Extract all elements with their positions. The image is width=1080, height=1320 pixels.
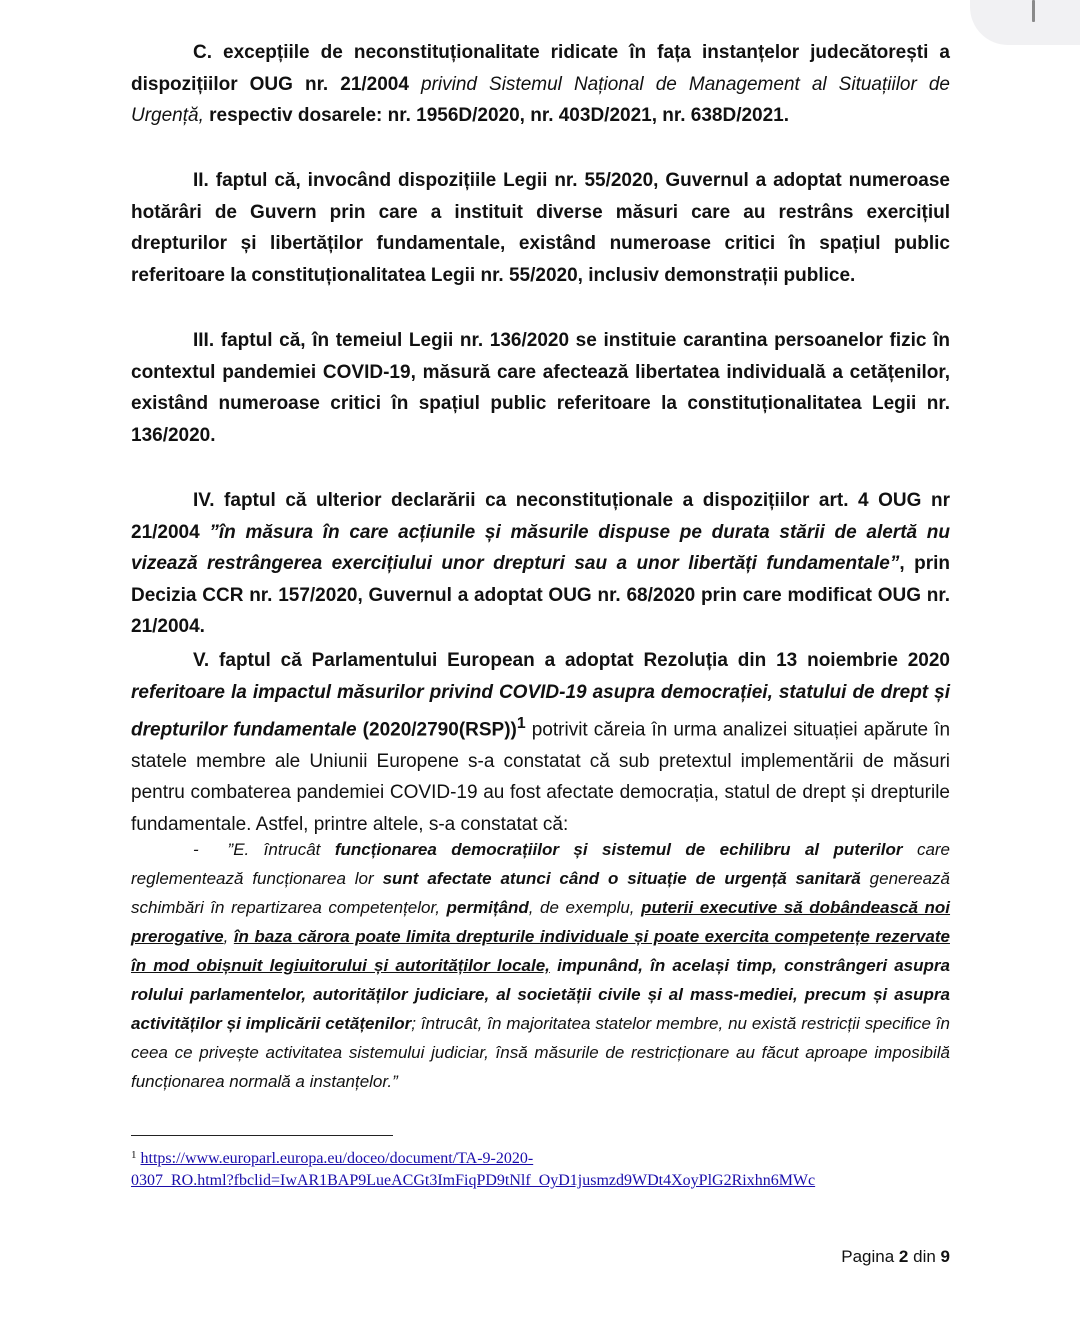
- paragraph-iv-tail: , prin Decizia CCR nr. 157/2020, Guvernul a adoptat OUG nr. 68/2020 prin care modificat OUG nr. 21/2004.: [131, 553, 950, 637]
- paragraph-ii: [131, 165, 950, 291]
- quote-dash: -: [193, 840, 199, 859]
- viewer-corner-tab[interactable]: [970, 0, 1080, 45]
- footnote-link-cont[interactable]: 0307_RO.html?fbclid=IwAR1BAP9LueACGt3ImFiqPD9tNlf_OyD1jusmzd9WDt4XoyPlG2Rixhn6MWc: [131, 1172, 816, 1189]
- scroll-handle[interactable]: [1032, 0, 1035, 22]
- paragraph-c-tail: respectiv dosarele: nr. 1956D/2020, nr. 403D/2021, nr. 638D/2021.: [209, 105, 790, 126]
- page-total: 9: [940, 1247, 950, 1266]
- paragraph-v-italic: referitoare la impactul măsurilor privind COVID-19 asupra democrației, statului de drept și drepturilor fundamentale: [131, 681, 950, 741]
- paragraph-iv-italic: ”în măsura în care acțiunile și măsurile dispuse pe durata stării de alertă nu vizează restrângerea exercițiului unor drepturi sau a unor libertăți fundamentale”: [131, 521, 950, 574]
- paragraph-v-lead: V. faptul că Parlamentului European a adoptat Rezoluția din 13 noiembrie 2020: [193, 650, 950, 671]
- page-middle: din: [913, 1247, 936, 1266]
- quote-bold: funcționarea democrațiilor și sistemul de echilibru al puterilor: [334, 840, 903, 859]
- quote-bold: permițând: [446, 898, 529, 917]
- paragraph-v-tail: potrivit căreia în urma analizei situației apărute în statele membre ale Uniunii Europene s-a constatat că sub pretextul implementării de măsuri pentru combaterea pandemiei COVID-19 au fost afectate democrația, statul de drept și drepturile fundamentale. Astfel, printre altele, s-a constatat că:: [131, 719, 951, 835]
- quote-underlined: în baza cărora poate limita drepturile individuale și poate exercita competențe rezervate în mod obișnuit legiuitorului și autorităților locale,: [131, 927, 950, 975]
- quote-bold: impunând, în același timp, constrângeri asupra rolului parlamentelor, autorităților judiciare, al societății civile și al mass-mediei, precum și asupra activităților și implicării cetățenilor: [131, 956, 950, 1033]
- paragraph-iii-text: III. faptul că, în temeiul Legii nr. 136/2020 se instituie carantina persoanelor fizic în contextul pandemiei COVID-19, măsură care afectează libertatea individuală a cetățenilor, existând numeroase critici în spațiul public referitoare la constituționalitatea Legii nr. 136/2020.: [131, 330, 950, 446]
- paragraph-iii: [131, 325, 950, 451]
- footnote: [131, 1148, 931, 1192]
- page-current: 2: [898, 1247, 909, 1266]
- quote-text: , de exemplu,: [528, 898, 635, 917]
- footnote-separator: [131, 1135, 393, 1136]
- paragraph-v: [131, 645, 950, 840]
- quote-underlined: puterii executive să dobândească noi prerogative: [131, 898, 951, 946]
- paragraph-c-lead: C. excepțiile de neconstituționalitate ridicate în fața instanțelor judecătorești a dispozițiilor OUG nr. 21/2004: [131, 42, 950, 95]
- paragraph-c-italic: privind Sistemul Național de Management al Situațiilor de Urgență,: [131, 73, 951, 126]
- footnote-marker[interactable]: 1: [516, 715, 526, 732]
- quote-text: care reglementează funcționarea lor: [131, 840, 951, 888]
- page-number: [841, 1247, 950, 1267]
- quoted-resolution: [131, 835, 950, 1096]
- paragraph-iv-lead: IV. faptul că ulterior declarării ca neconstituționale a dispozițiilor art. 4 OUG nr 21/2004: [131, 490, 950, 543]
- quote-text: ,: [223, 927, 229, 946]
- paragraph-v-ref: (2020/2790(RSP)): [362, 719, 517, 741]
- quote-bold: sunt afectate atunci când o situație de urgență sanitară: [382, 869, 861, 888]
- footnote-number: 1: [131, 1149, 137, 1161]
- quote-text: ”E. întrucât: [227, 840, 321, 859]
- footnote-link[interactable]: https://www.europarl.europa.eu/doceo/document/TA-9-2020-: [140, 1150, 534, 1167]
- page-prefix: Pagina: [841, 1247, 895, 1266]
- quote-text: generează schimbări în repartizarea competențelor,: [131, 869, 950, 917]
- paragraph-iv: [131, 485, 950, 643]
- paragraph-ii-text: II. faptul că, invocând dispozițiile Legii nr. 55/2020, Guvernul a adoptat numeroase hotărâri de Guvern prin care a instituit diverse măsuri care au restrâns exercițiul drepturilor și libertăților fundamentale, existând numeroase critici în spațiul public referitoare la constituționalitatea Legii nr. 55/2020, inclusiv demonstrații publice.: [131, 170, 950, 286]
- paragraph-c: [131, 37, 950, 132]
- quote-text: ; întrucât, în majoritatea statelor membre, nu există restricții specifice în ceea ce privește activitatea sistemului judiciar, însă măsurile de restricționare au făcut aproape imposibilă funcționarea normală a instanțelor.”: [131, 1014, 951, 1091]
